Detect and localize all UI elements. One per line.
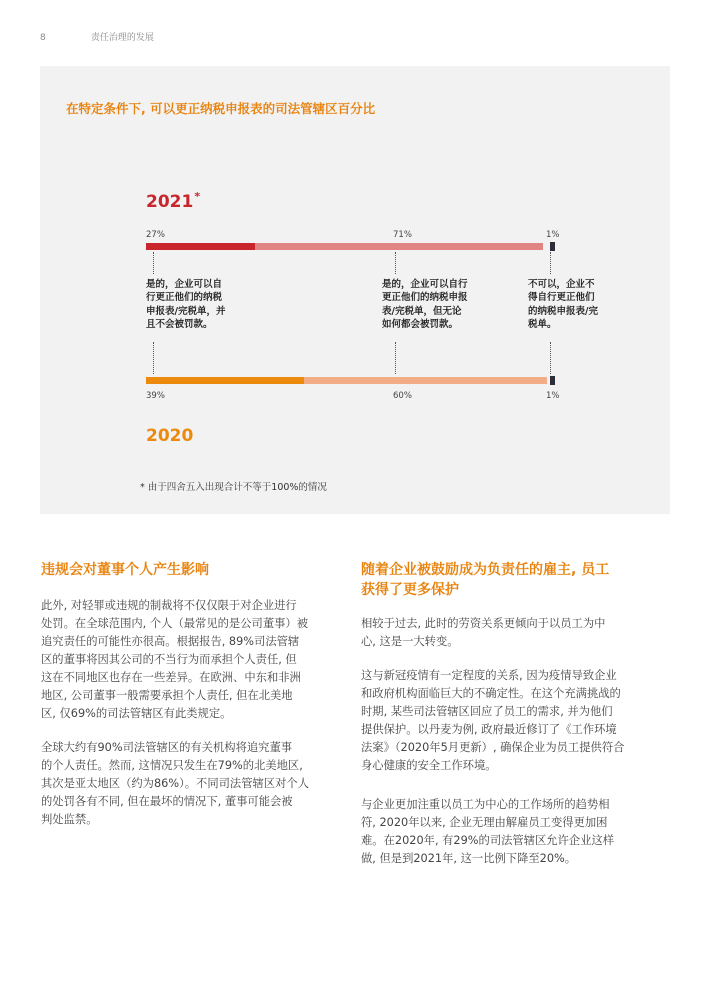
heading-line: 随着企业被鼓励成为负责任的雇主, 员工	[361, 562, 610, 578]
chart-panel	[40, 66, 670, 514]
paragraph-line: 相较于过去, 此时的劳资关系更倾向于以员工为中	[361, 617, 606, 630]
category-label-line: 税单。	[528, 319, 557, 331]
paragraph-line: 时期, 某些司法管辖区回应了员工的需求, 并为他们	[361, 705, 613, 719]
connector-top-1	[395, 252, 396, 274]
bar-segment-1-2	[550, 376, 555, 385]
category-label-line: 得自行更正他们	[528, 292, 595, 304]
data-label-1-0: 39%	[146, 391, 165, 401]
connector-bottom-1	[395, 342, 396, 374]
year-label-0: 2021*	[146, 190, 201, 212]
data-label-0-2: 1%	[546, 230, 560, 240]
section-heading-0	[41, 560, 209, 580]
paragraph-line: 心, 这是一大转变。	[361, 635, 459, 649]
paragraph-line: 追究责任的可能性亦很高。根据报告, 89%司法管辖	[41, 635, 300, 649]
bar-segment-0-0	[146, 243, 255, 250]
paragraph-line: 提供保护。以丹麦为例, 政府最近修订了《工作环境	[361, 723, 617, 737]
paragraph-line: 区的董事将因其公司的不当行为而承担个人责任, 但	[41, 653, 297, 667]
paragraph-line: 全球大约有90%司法管辖区的有关机构将追究董事	[41, 741, 293, 754]
category-label-line: 是的，企业可以自	[146, 279, 223, 290]
bar-segment-0-1	[255, 243, 543, 250]
paragraph-line: 区, 仅69%的司法管辖区有此类规定。	[41, 707, 232, 721]
paragraph-line: 的个人责任。然而, 这情况只发生在79%的北美地区,	[41, 759, 303, 773]
paragraph-line: 法案》（2020年5月更新）, 确保企业为员工提供符合	[361, 741, 625, 755]
paragraph-1-1	[361, 667, 624, 775]
paragraph-line: 和政府机构面临巨大的不确定性。在这个充满挑战的	[361, 687, 621, 701]
data-label-1-2: 1%	[546, 391, 560, 401]
connector-bottom-2	[550, 342, 551, 374]
paragraph-line: 处罚。在全球范围内, 个人（最常见的是公司董事）被	[41, 617, 309, 631]
paragraph-line: 此外, 对轻罪或违规的制裁将不仅仅限于对企业进行	[41, 599, 297, 612]
category-label-0	[146, 278, 225, 332]
connector-top-2	[550, 252, 551, 274]
category-label-line: 不可以，企业不	[528, 279, 595, 290]
data-label-1-1: 60%	[393, 391, 412, 401]
category-label-2	[528, 278, 598, 332]
category-label-line: 且不会被罚款。	[146, 319, 213, 331]
section-heading-1	[361, 560, 609, 601]
category-label-line: 行更正他们的纳税	[146, 292, 223, 304]
paragraph-line: 其次是亚太地区（约为86%）。不同司法管辖区对个人	[41, 777, 309, 791]
page-header	[40, 30, 154, 43]
category-label-line: 如何都会被罚款。	[382, 319, 459, 331]
year-label-1: 2020	[146, 426, 194, 446]
year-asterisk: *	[194, 190, 201, 203]
connector-bottom-0	[153, 342, 154, 374]
paragraph-1-2	[361, 796, 614, 868]
paragraph-0-0	[41, 597, 308, 723]
category-label-line: 更正他们的纳税申报	[382, 292, 468, 304]
paragraph-1-0	[361, 615, 605, 651]
data-label-0-1: 71%	[393, 230, 412, 240]
heading-line: 违规会对董事个人产生影响	[41, 562, 209, 578]
paragraph-line: 判处监禁。	[41, 813, 98, 827]
paragraph-line: 这与新冠疫情有一定程度的关系, 因为疫情导致企业	[361, 669, 617, 682]
category-label-line: 是的，企业可以自行	[382, 279, 468, 290]
paragraph-line: 的处罚各有不同, 但在最坏的情况下, 董事可能会被	[41, 795, 293, 809]
chart-title: 在特定条件下, 可以更正纳税申报表的司法管辖区百分比	[66, 101, 376, 116]
category-label-line: 的纳税申报表/完	[528, 305, 598, 317]
paragraph-line: 符, 2020年以来, 企业无理由解雇员工变得更加困	[361, 816, 608, 830]
paragraph-line: 身心健康的安全工作环境。	[361, 759, 497, 773]
paragraph-line: 难。在2020年, 有29%的司法管辖区允许企业这样	[361, 834, 615, 848]
data-label-0-0: 27%	[146, 230, 165, 240]
bar-segment-0-2	[550, 242, 555, 251]
paragraph-line: 地区, 公司董事一般需要承担个人责任, 但在北美地	[41, 689, 293, 703]
category-label-line: 表/完税单，但无论	[382, 305, 462, 317]
paragraph-line: 与企业更加注重以员工为中心的工作场所的趋势相	[361, 798, 610, 811]
heading-line: 获得了更多保护	[361, 582, 459, 599]
paragraph-line: 这在不同地区也存在一些差异。在欧洲、中东和非洲	[41, 671, 301, 685]
chart-footnote: * 由于四舍五入出现合计不等于100%的情况	[140, 482, 327, 493]
page-number: 8	[40, 33, 46, 43]
bar-segment-1-0	[146, 377, 304, 384]
category-label-line: 申报表/完税单，并	[146, 305, 226, 317]
paragraph-0-1	[41, 739, 309, 829]
bar-segment-1-1	[304, 377, 547, 384]
section-title: 责任治理的发展	[90, 33, 154, 43]
connector-top-0	[153, 252, 154, 274]
category-label-1	[382, 278, 468, 332]
paragraph-line: 做, 但是到2021年, 这一比例下降至20%。	[361, 852, 577, 866]
